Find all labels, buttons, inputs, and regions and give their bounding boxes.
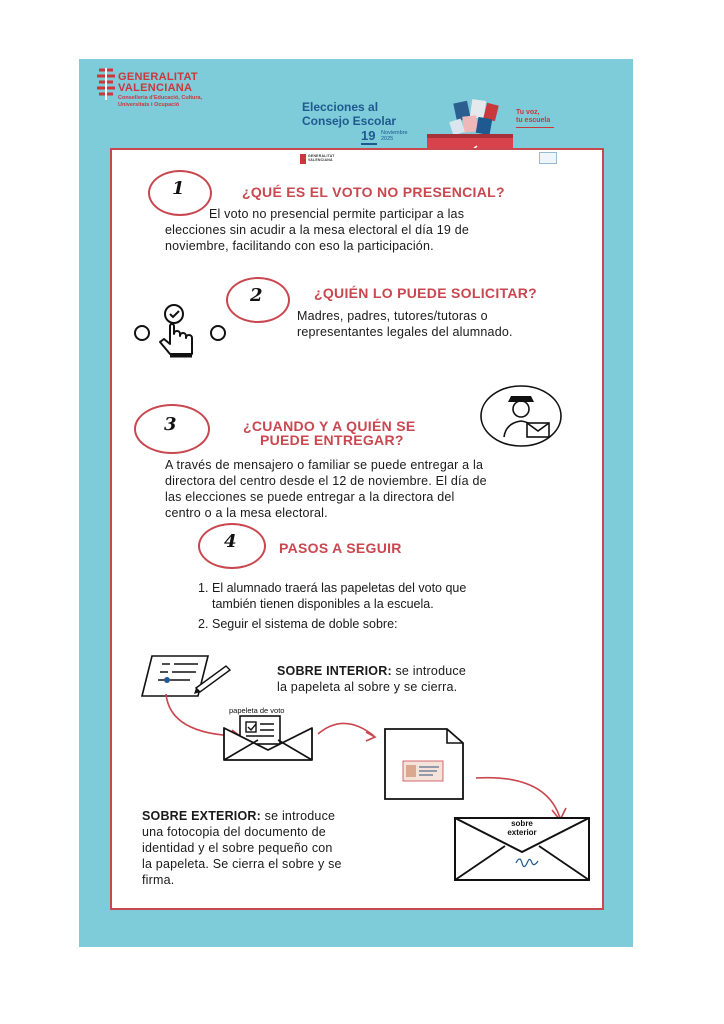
inner-envelope-label: SOBRE INTERIOR: xyxy=(277,664,392,678)
election-year: 2025 xyxy=(381,136,394,142)
slogan xyxy=(516,109,550,125)
outer-envelope-label-line2: exterior xyxy=(507,828,537,837)
outer-envelope-text-a: se introduce xyxy=(261,809,336,823)
inner-envelope-text-a: se introduce xyxy=(391,664,466,678)
gv-name-line1: GENERALITAT xyxy=(118,71,198,83)
mini-logo-text: GENERALITAT VALENCIANA xyxy=(308,154,335,162)
slogan-line1: Tu voz, xyxy=(516,109,540,116)
section-number-4: 4 xyxy=(224,531,237,552)
hand-checkbox-icon xyxy=(130,300,230,360)
section-text-2-line2: representantes legales del alumnado. xyxy=(297,325,513,339)
mini-logo-mark xyxy=(300,154,306,164)
outer-envelope-text-line5: firma. xyxy=(142,873,175,887)
election-title-line2: Consejo Escolar xyxy=(302,114,397,128)
section-heading-3-line2: PUEDE ENTREGAR? xyxy=(260,432,404,448)
step-1-line2: también tienen disponibles a la escuela. xyxy=(212,597,434,611)
section-text-2-line1: Madres, padres, tutores/tutoras o xyxy=(297,309,488,323)
outer-envelope-label-line1: sobre xyxy=(511,819,533,828)
outer-envelope-text-line3: identidad y el sobre pequeño con xyxy=(142,841,333,855)
arrow-to-document-icon xyxy=(316,718,382,748)
step-1-marker: 1. xyxy=(198,581,209,595)
section-text-3-line2: directora del centro desde el 12 de noviembre. El día de xyxy=(165,474,487,488)
outer-envelope-label: SOBRE EXTERIOR: xyxy=(142,809,261,823)
section-heading-3-line1: ¿CUANDO Y A QUIÉN SE xyxy=(243,418,416,434)
section-number-2: 2 xyxy=(250,285,263,306)
step-1-line1: El alumnado traerá las papeletas del voto que xyxy=(212,581,467,595)
election-month-year xyxy=(381,130,408,142)
department-name: Conselleria d'Educació, Cultura, Universitats i Ocupació xyxy=(118,95,203,108)
section-text-1-line3: noviembre, facilitando con eso la participación. xyxy=(165,239,434,253)
election-day: 19 xyxy=(361,128,376,143)
section-text-1-line2: elecciones sin acudir a la mesa electoral el día 19 de xyxy=(165,223,470,237)
ballot-caption: papeleta de voto xyxy=(229,706,285,715)
section-text-3-line3: las elecciones se puede entregar a la directora del xyxy=(165,490,455,504)
slogan-underline xyxy=(516,127,554,128)
section-number-3: 3 xyxy=(164,414,177,435)
arrow-to-outer-envelope-icon xyxy=(474,772,570,822)
section-text-1-line1: El voto no presencial permite participar a las xyxy=(209,207,465,221)
postal-worker-icon xyxy=(480,385,562,447)
outer-envelope-text-line1 xyxy=(142,808,335,824)
step-2-line1: Seguir el sistema de doble sobre: xyxy=(212,617,398,631)
outer-envelope-text-line2: una fotocopia del documento de xyxy=(142,825,326,839)
mini-generalitat-logo xyxy=(300,154,350,166)
section-heading-1: ¿QUÉ ES EL VOTO NO PRESENCIAL? xyxy=(242,184,505,200)
open-envelope-icon xyxy=(222,714,314,762)
section-text-3-line4: centro o a la mesa electoral. xyxy=(165,506,328,520)
section-number-1: 1 xyxy=(172,178,185,199)
generalitat-name xyxy=(118,72,198,94)
section-text-3-line1: A través de mensajero o familiar se puede entregar a la xyxy=(165,458,484,472)
document-id-icon xyxy=(383,727,465,801)
section-heading-2: ¿QUIÉN LO PUEDE SOLICITAR? xyxy=(314,285,537,301)
inner-envelope-text-line1 xyxy=(277,663,466,679)
section-heading-4: PASOS A SEGUIR xyxy=(279,540,402,556)
gv-name-line2: VALENCIANA xyxy=(118,82,193,94)
badge-icon xyxy=(539,152,557,164)
generalitat-logo-icon xyxy=(95,67,117,101)
date-underline xyxy=(361,143,377,145)
slogan-line2: tu escuela xyxy=(516,117,551,124)
step-2-marker: 2. xyxy=(198,617,209,631)
election-month: Noviembre xyxy=(381,130,408,136)
election-title-line1: Elecciones al xyxy=(302,100,379,114)
outer-envelope-text-line4: la papeleta. Se cierra el sobre y se xyxy=(142,857,342,871)
inner-envelope-text-line2: la papeleta al sobre y se cierra. xyxy=(277,680,458,694)
election-title xyxy=(302,100,396,128)
